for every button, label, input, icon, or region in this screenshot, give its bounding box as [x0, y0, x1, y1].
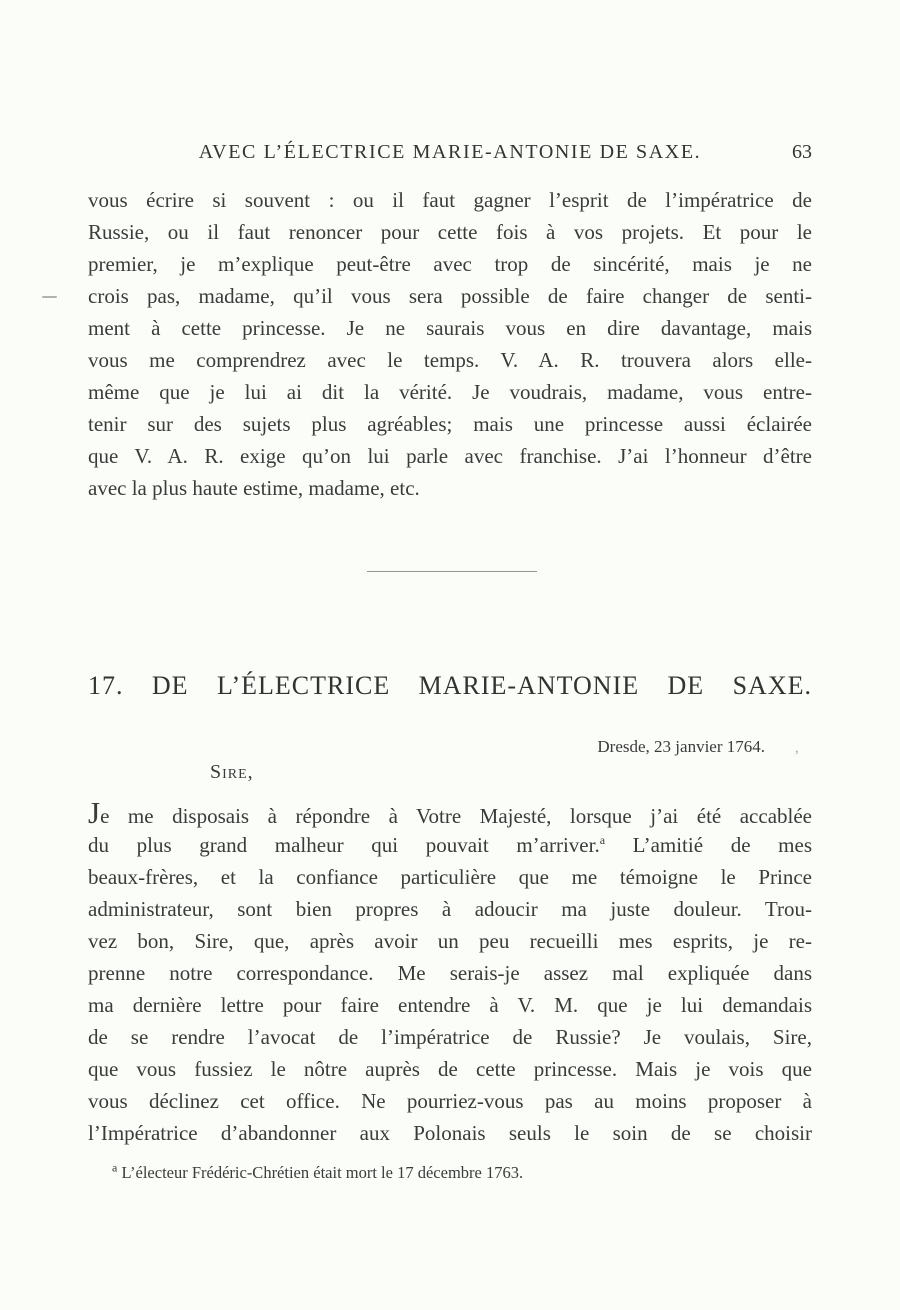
- letter-body: [88, 797, 812, 1149]
- text-line: Russie, ou il faut renoncer pour cette fois à vos projets. Et pour le: [88, 220, 812, 244]
- scan-artifact-mark: ,: [795, 740, 799, 756]
- page-number: 63: [792, 141, 812, 163]
- letter-salutation: Sire,: [210, 761, 254, 783]
- text-line: prenne notre correspondance. Me serais-je assez mal expliquée dans: [88, 961, 812, 985]
- top-paragraph: [88, 184, 812, 504]
- text-line: Je me disposais à répondre à Votre Majesté, lorsque j’ai été accablée: [88, 795, 812, 830]
- letter-dateline: Dresde, 23 janvier 1764.: [597, 737, 765, 756]
- footnote: $^a$ L’électeur Frédéric-Chrétien était mort le 17 décembre 1763.: [112, 1160, 524, 1182]
- text-line: avec la plus haute estime, madame, etc.: [88, 476, 420, 500]
- text-line: vez bon, Sire, que, après avoir un peu recueilli mes esprits, je re-: [88, 929, 812, 953]
- text-line: que V. A. R. exige qu’on lui parle avec franchise. J’ai l’honneur d’être: [88, 444, 812, 468]
- text-line: beaux-frères, et la confiance particulière que me témoigne le Prince: [88, 865, 812, 889]
- text-line: tenir sur des sujets plus agréables; mais une princesse aussi éclairée: [88, 412, 812, 436]
- text-line: l’Impératrice d’abandonner aux Polonais seuls le soin de se choisir: [88, 1121, 812, 1145]
- text-line: vous déclinez cet office. Ne pourriez-vous pas au moins proposer à: [88, 1089, 812, 1113]
- text-line: vous me comprendrez avec le temps. V. A. R. trouvera alors elle-: [88, 348, 812, 372]
- text-line: administrateur, sont bien propres à adoucir ma juste douleur. Trou-: [88, 897, 812, 921]
- text-line: vous écrire si souvent : ou il faut gagner l’esprit de l’impératrice de: [88, 188, 812, 212]
- page-header: [0, 141, 900, 169]
- text-line: même que je lui ai dit la vérité. Je voudrais, madame, vous entre-: [88, 380, 812, 404]
- text-line: ma dernière lettre pour faire entendre à V. M. que je lui demandais: [88, 993, 812, 1017]
- text-line: du plus grand malheur qui pouvait m’arriver.$^a$ L’amitié de mes: [88, 833, 812, 857]
- text-line: ment à cette princesse. Je ne saurais vous en dire davantage, mais: [88, 316, 812, 340]
- text-line: premier, je m’explique peut-être avec trop de sincérité, mais je ne: [88, 252, 812, 276]
- section-divider: [367, 571, 537, 572]
- text-line: de se rendre l’avocat de l’impératrice de Russie? Je voulais, Sire,: [88, 1025, 812, 1049]
- text-line: crois pas, madame, qu’il vous sera possible de faire changer de senti-: [88, 284, 812, 308]
- letter-heading: 17. DE L’ÉLECTRICE MARIE-ANTONIE DE SAXE.: [88, 671, 812, 700]
- margin-dash-mark: [42, 296, 57, 298]
- text-line: que vous fussiez le nôtre auprès de cette princesse. Mais je vois que: [88, 1057, 812, 1081]
- running-title: AVEC L’ÉLECTRICE MARIE-ANTONIE DE SAXE.: [198, 141, 702, 163]
